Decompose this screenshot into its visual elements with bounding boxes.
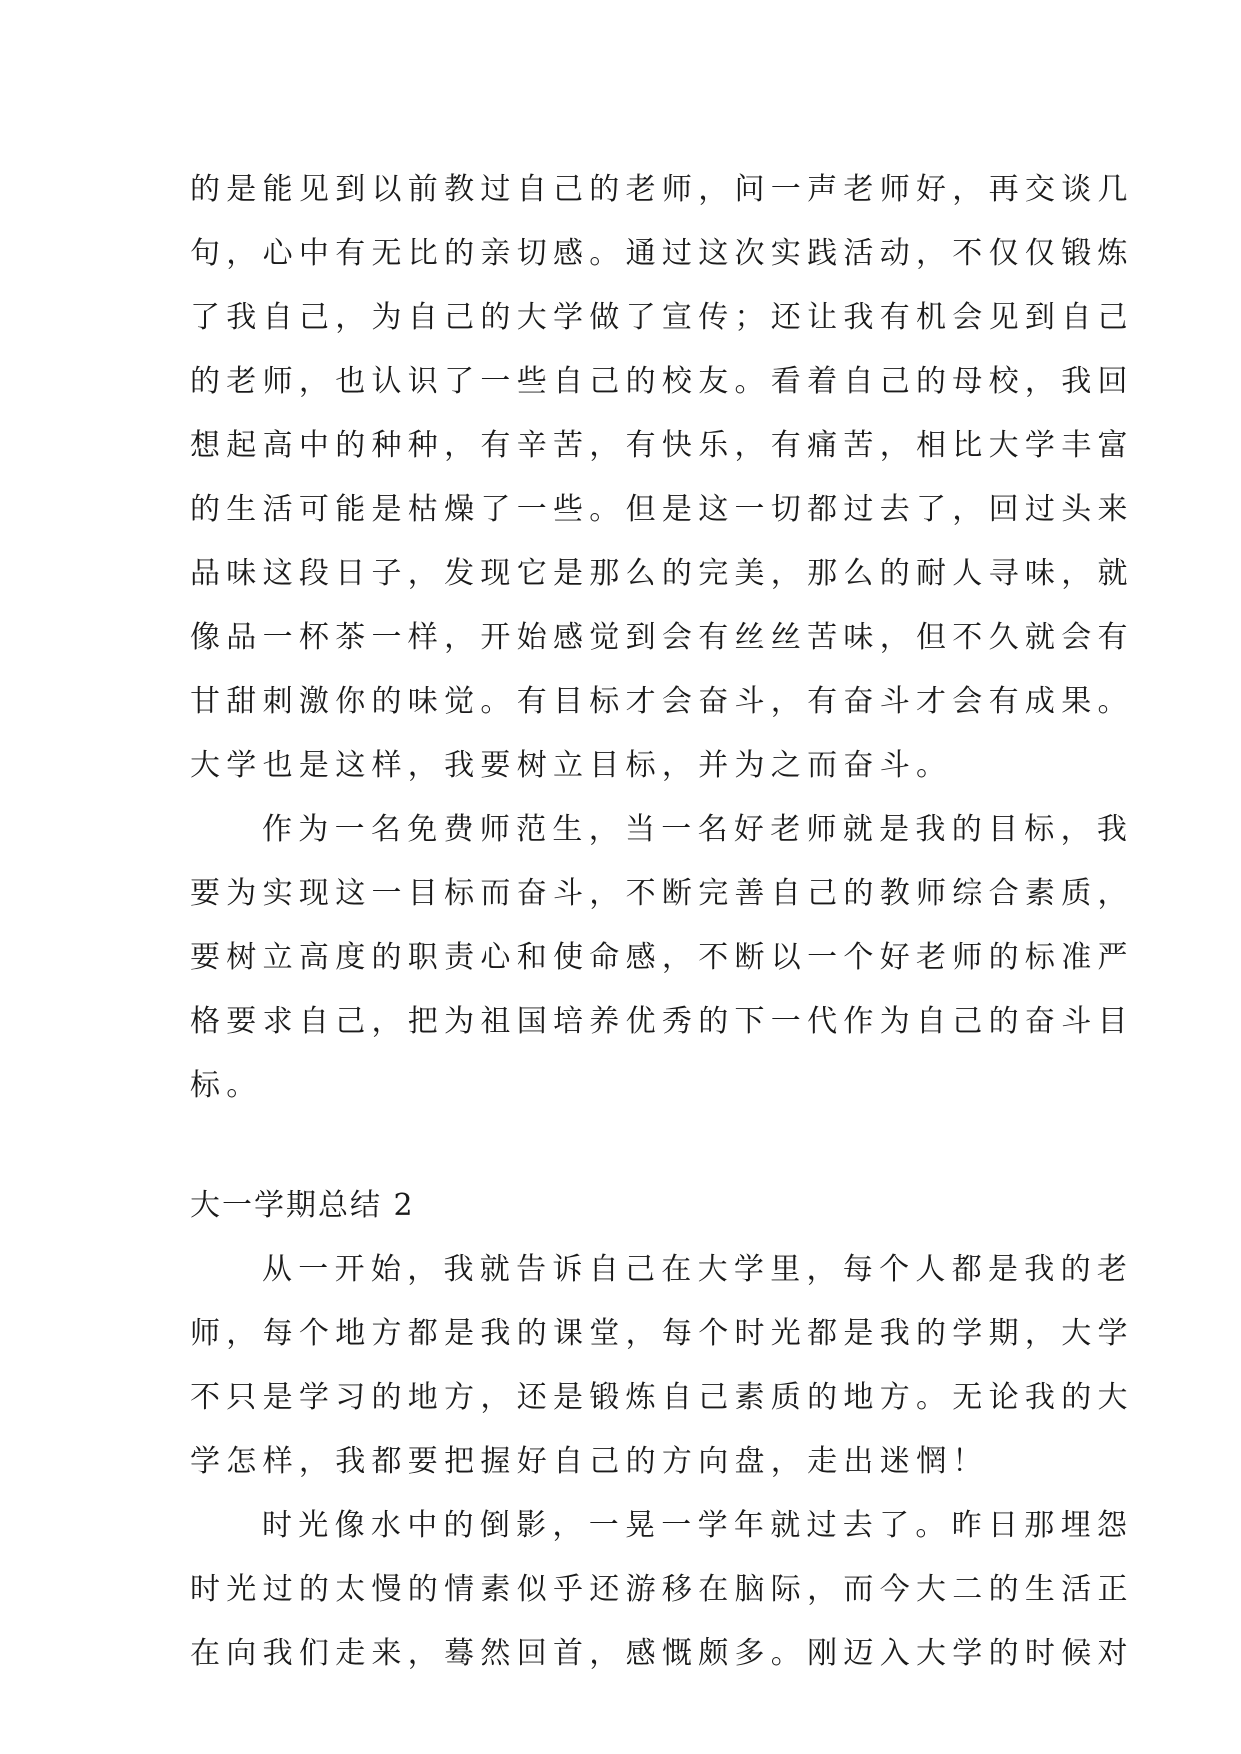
section-spacer <box>190 1118 1080 1174</box>
text-line: 作为一名免费师范生，当一名好老师就是我的目标，我 <box>262 812 1134 847</box>
text-line: 像品一杯茶一样，开始感觉到会有丝丝苦味，但不久就会有 <box>190 620 1134 655</box>
text-line: 甘甜刺激你的味觉。有目标才会奋斗，有奋斗才会有成果。 <box>190 684 1134 719</box>
text-line: 想起高中的种种，有辛苦，有快乐，有痛苦，相比大学丰富 <box>190 428 1134 463</box>
text-line: 时光像水中的倒影，一晃一学年就过去了。昨日那埋怨 <box>262 1508 1134 1543</box>
text-line: 品味这段日子，发现它是那么的完美，那么的耐人寻味，就 <box>190 556 1134 591</box>
paragraph-continuation <box>190 158 1134 798</box>
section-heading: 大一学期总结 2 <box>190 1188 415 1223</box>
paragraph-reflection <box>190 1494 1134 1686</box>
text-line: 句，心中有无比的亲切感。通过这次实践活动，不仅仅锻炼 <box>190 236 1134 271</box>
document-body <box>190 158 1134 1686</box>
text-line: 标。 <box>190 1068 263 1103</box>
text-line: 师，每个地方都是我的课堂，每个时光都是我的学期，大学 <box>190 1316 1134 1351</box>
text-line: 了我自己，为自己的大学做了宣传；还让我有机会见到自己 <box>190 300 1134 335</box>
text-line: 的是能见到以前教过自己的老师，问一声老师好，再交谈几 <box>190 172 1134 207</box>
text-line: 格要求自己，把为祖国培养优秀的下一代作为自己的奋斗目 <box>190 1004 1134 1039</box>
text-line: 大学也是这样，我要树立目标，并为之而奋斗。 <box>190 748 953 783</box>
paragraph-intro <box>190 1238 1134 1494</box>
text-line: 要树立高度的职责心和使命感，不断以一个好老师的标准严 <box>190 940 1134 975</box>
text-line: 的生活可能是枯燥了一些。但是这一切都过去了，回过头来 <box>190 492 1134 527</box>
text-line: 的老师，也认识了一些自己的校友。看着自己的母校，我回 <box>190 364 1134 399</box>
text-line: 不只是学习的地方，还是锻炼自己素质的地方。无论我的大 <box>190 1380 1134 1415</box>
paragraph-goal <box>190 798 1134 1118</box>
text-line: 在向我们走来，蓦然回首，感慨颇多。刚迈入大学的时候对 <box>190 1636 1134 1671</box>
text-line: 学怎样，我都要把握好自己的方向盘，走出迷惘！ <box>190 1444 989 1479</box>
text-line: 时光过的太慢的情素似乎还游移在脑际，而今大二的生活正 <box>190 1572 1134 1607</box>
text-line: 要为实现这一目标而奋斗，不断完善自己的教师综合素质， <box>190 876 1134 911</box>
text-line: 从一开始，我就告诉自己在大学里，每个人都是我的老 <box>262 1252 1134 1287</box>
